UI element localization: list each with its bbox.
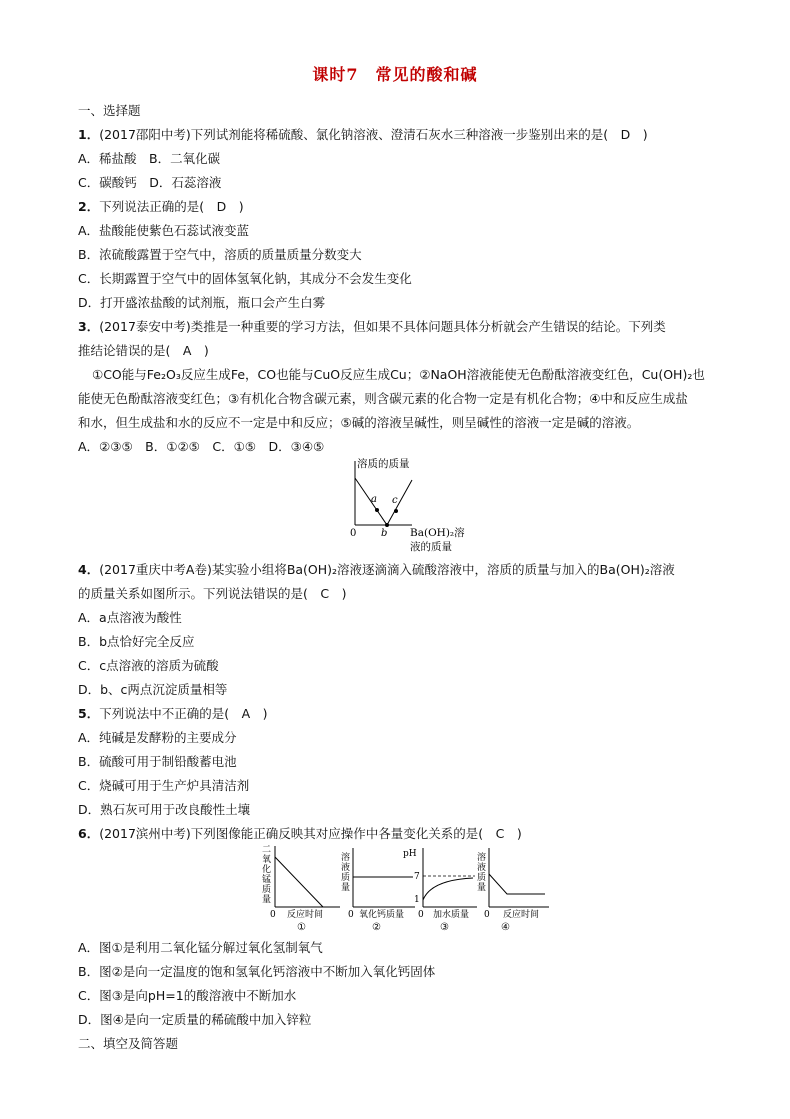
graph-3-origin: 0 xyxy=(418,910,424,920)
question-text: 下列说法正确的是( D ) xyxy=(99,199,244,214)
question-2-option-b: B．浓硫酸露置于空气中，溶质的质量质量分数变大 xyxy=(78,247,362,262)
question-6-stem xyxy=(78,826,522,842)
point-c xyxy=(394,509,398,513)
graph-3 xyxy=(403,848,477,933)
question-5-option-a: A．纯碱是发酵粉的主要成分 xyxy=(78,730,237,745)
graph-1-ylabel-0: 二 xyxy=(262,845,272,855)
question-text: 下列说法中不正确的是( A ) xyxy=(99,706,268,721)
question-6-option-c: C．图③是向pH=1的酸溶液中不断加水 xyxy=(78,988,297,1003)
graph-4-ylabel-3: 量 xyxy=(477,883,487,893)
graph-4-line xyxy=(489,874,545,894)
graph-1-ylabel-4: 质 xyxy=(262,885,272,895)
graph-4-number: ④ xyxy=(501,922,510,933)
question-number: 1． xyxy=(78,127,100,142)
graph-3-tick-7: 7 xyxy=(414,872,420,882)
question-1-stem xyxy=(78,127,648,143)
question-number: 3． xyxy=(78,319,100,334)
graph-4-origin: 0 xyxy=(484,910,490,920)
question-2-option-a: A．盐酸能使紫色石蕊试液变蓝 xyxy=(78,223,250,238)
question-3-stem-line2: 推结论错误的是( A ) xyxy=(78,343,209,358)
graph-1-ylabel-3: 锰 xyxy=(262,875,272,885)
graph-4-xlabel: 反应时间 xyxy=(503,910,540,920)
question-number: 2． xyxy=(78,199,100,214)
question-text: (2017重庆中考A卷)某实验小组将Ba(OH)₂溶液逐滴滴入硫酸溶液中，溶质的质量与加入的Ba(OH)₂溶液 xyxy=(99,562,675,577)
y-axis-label: 溶质的质量 xyxy=(357,458,410,470)
question-3-premise-line3: 和水，但生成盐和水的反应不一定是中和反应；⑤碱的溶液呈碱性，则呈碱性的溶液一定是碱的溶液。 xyxy=(78,415,640,430)
graph-1-line xyxy=(275,857,323,907)
label-b: b xyxy=(381,528,388,539)
graph-4 xyxy=(477,848,549,933)
point-a xyxy=(375,508,379,512)
question-4-option-c: C．c点溶液的溶质为硫酸 xyxy=(78,658,219,673)
graph-1-number: ① xyxy=(297,922,306,933)
label-c: c xyxy=(392,495,398,506)
question-6-option-a: A．图①是利用二氧化锰分解过氧化氢制氧气 xyxy=(78,940,323,955)
graph-2-ylabel-3: 量 xyxy=(341,883,351,893)
graph-3-curve xyxy=(423,878,473,900)
graph-2-ylabel-1: 液 xyxy=(341,863,351,873)
section-heading-fill: 二、填空及简答题 xyxy=(78,1036,179,1051)
graph-4-ylabel-0: 溶 xyxy=(477,853,487,863)
section-heading-choice: 一、选择题 xyxy=(78,103,141,118)
graph-2-ylabel-2: 质 xyxy=(341,873,351,883)
graph-2-ylabel-0: 溶 xyxy=(341,853,351,863)
graph-4-ylabel-2: 质 xyxy=(477,873,487,883)
v-curve xyxy=(355,478,412,525)
graph-1-ylabel-5: 量 xyxy=(262,895,272,905)
graph-2-number: ② xyxy=(372,922,381,933)
question-2-stem xyxy=(78,199,244,215)
question-6-option-d: D．图④是向一定质量的稀硫酸中加入锌粒 xyxy=(78,1012,312,1027)
question-5-option-d: D．熟石灰可用于改良酸性土壤 xyxy=(78,802,251,817)
label-a: a xyxy=(371,494,377,505)
question-1-options-cd: C．碳酸钙 D．石蕊溶液 xyxy=(78,175,222,190)
graph-2 xyxy=(341,848,415,933)
question-text: (2017邵阳中考)下列试剂能将稀硫酸、氯化钠溶液、澄清石灰水三种溶液一步鉴别出来的是( D ) xyxy=(99,127,648,142)
question-number: 5． xyxy=(78,706,100,721)
question-5-option-b: B．硫酸可用于制铅酸蓄电池 xyxy=(78,754,237,769)
question-2-option-c: C．长期露置于空气中的固体氢氧化钠，其成分不会发生变化 xyxy=(78,271,412,286)
q6-figures xyxy=(255,842,555,934)
graph-3-xlabel: 加水质量 xyxy=(433,910,470,920)
q4-figure xyxy=(340,455,480,557)
question-1-options-ab: A．稀盐酸 B．二氧化碳 xyxy=(78,151,221,166)
x-axis-label-line1: Ba(OH)₂溶 xyxy=(410,527,465,539)
question-4-stem-line1 xyxy=(78,562,675,578)
question-2-option-d: D．打开盛浓盐酸的试剂瓶，瓶口会产生白雾 xyxy=(78,295,326,310)
graph-3-number: ③ xyxy=(440,922,449,933)
question-3-stem-line1 xyxy=(78,319,666,335)
question-text: (2017滨州中考)下列图像能正确反映其对应操作中各量变化关系的是( C ) xyxy=(99,826,522,841)
question-6-option-b: B．图②是向一定温度的饱和氢氧化钙溶液中不断加入氧化钙固体 xyxy=(78,964,436,979)
question-4-option-d: D．b、c两点沉淀质量相等 xyxy=(78,682,228,697)
point-b xyxy=(385,523,389,527)
question-5-stem xyxy=(78,706,268,722)
graph-1 xyxy=(262,845,340,933)
origin-label: 0 xyxy=(350,528,357,539)
graph-2-xlabel: 氧化钙质量 xyxy=(359,910,405,920)
question-4-stem-line2: 的质量关系如图所示。下列说法错误的是( C ) xyxy=(78,586,347,601)
question-number: 6． xyxy=(78,826,100,841)
page-title: 课时7 常见的酸和碱 xyxy=(312,65,478,84)
graph-1-ylabel-1: 氧 xyxy=(262,855,272,865)
graph-2-origin: 0 xyxy=(348,910,354,920)
question-text: (2017泰安中考)类推是一种重要的学习方法，但如果不具体问题具体分析就会产生错误的结论。下列类 xyxy=(99,319,666,334)
graph-1-ylabel-2: 化 xyxy=(262,865,272,875)
x-axis-label-line2: 液的质量 xyxy=(410,541,452,553)
graph-1-origin: 0 xyxy=(270,910,276,920)
graph-4-ylabel-1: 液 xyxy=(477,863,487,873)
graph-3-tick-1: 1 xyxy=(414,895,420,905)
graph-1-xlabel: 反应时间 xyxy=(287,910,324,920)
question-4-option-a: A．a点溶液为酸性 xyxy=(78,610,182,625)
question-5-option-c: C．烧碱可用于生产炉具清洁剂 xyxy=(78,778,250,793)
question-3-premise-line2: 能使无色酚酞溶液变红色；③有机化合物含碳元素，则含碳元素的化合物一定是有机化合物；④中和反应生成盐 xyxy=(78,391,688,406)
question-3-options: A．②③⑤ B．①②⑤ C．①⑤ D．③④⑤ xyxy=(78,439,325,454)
question-number: 4． xyxy=(78,562,100,577)
question-3-premise-line1: ①CO能与Fe₂O₃反应生成Fe，CO也能与CuO反应生成Cu；②NaOH溶液能使无色酚酞溶液变红色，Cu(OH)₂也 xyxy=(92,367,705,382)
graph-3-ylabel: pH xyxy=(403,849,417,859)
question-4-option-b: B．b点恰好完全反应 xyxy=(78,634,195,649)
